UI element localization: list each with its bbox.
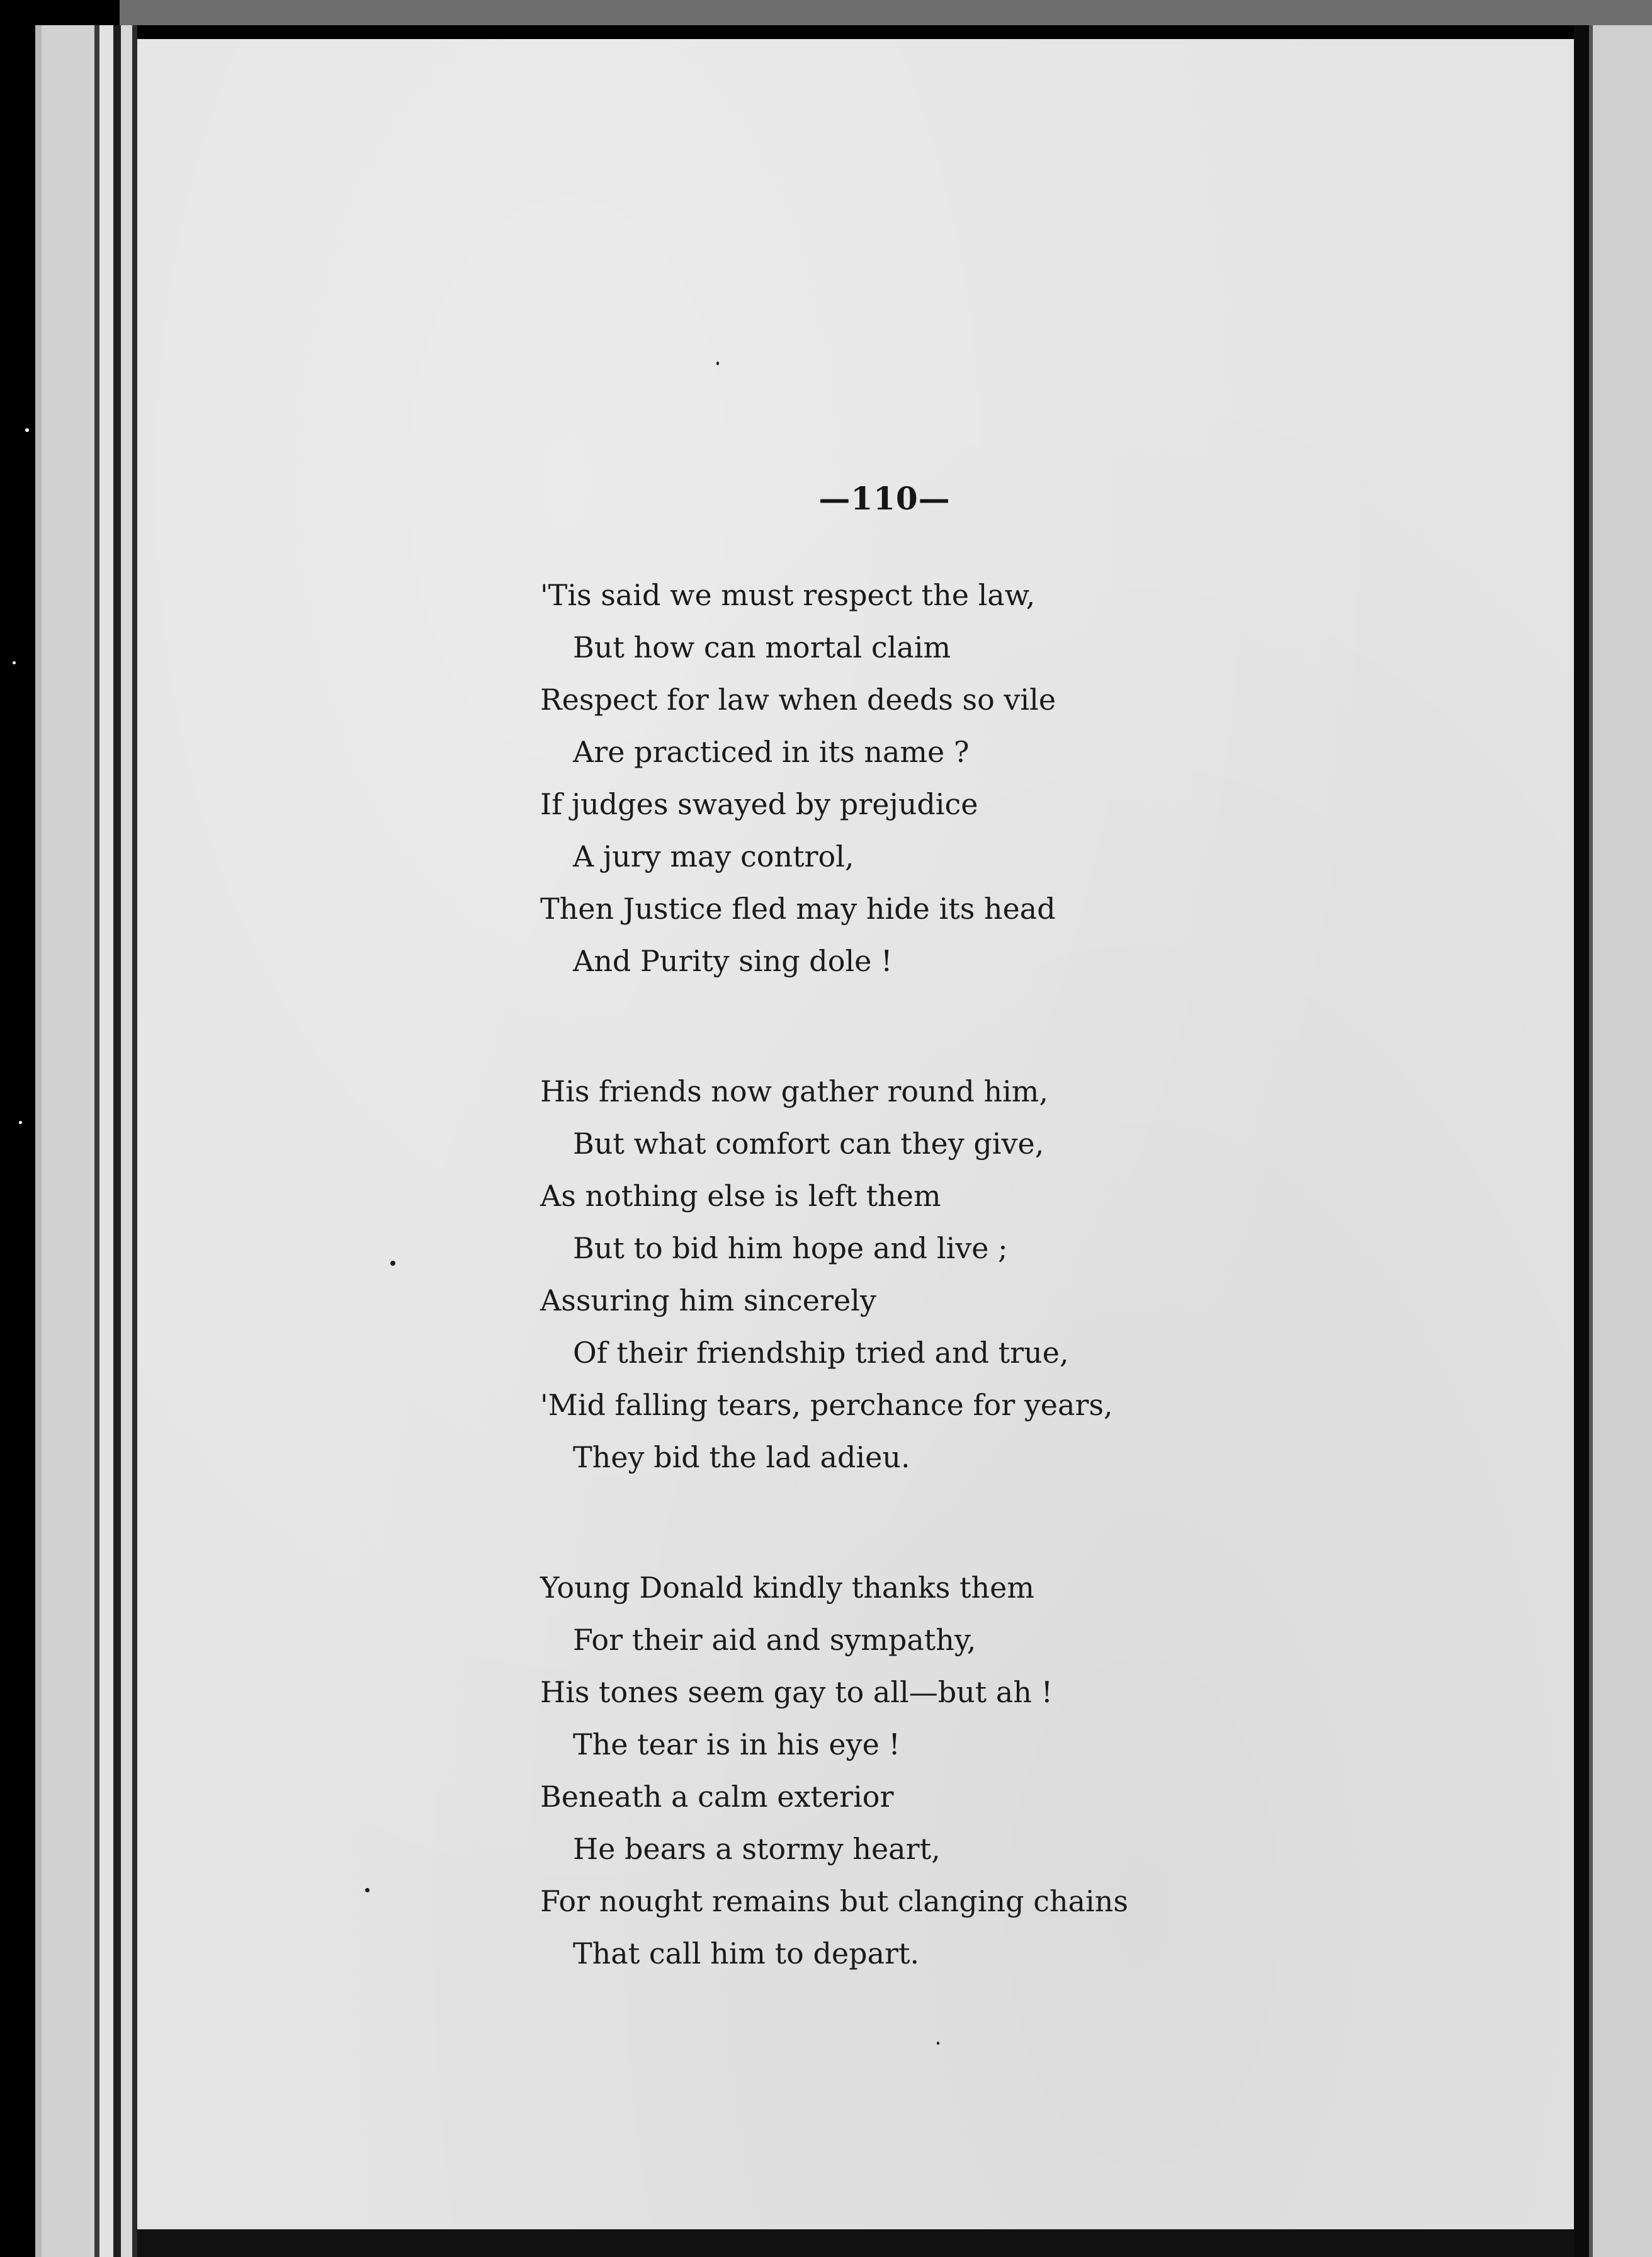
page-edge (94, 25, 99, 2257)
poem-line: His tones seem gay to all—but ah ! (540, 1675, 1053, 1709)
poem-line: But how can mortal claim (573, 630, 951, 664)
poem-line: Beneath a calm exterior (540, 1780, 894, 1814)
poem-line: Of their friendship tried and true, (573, 1336, 1069, 1370)
poem-line: He bears a stormy heart, (573, 1832, 941, 1866)
stanza-3 (540, 1562, 1485, 1980)
poem-line: Young Donald kindly thanks them (540, 1571, 1034, 1605)
scan-bottom-border (137, 2229, 1574, 2257)
poem-line: That call him to depart. (573, 1936, 920, 1970)
page-number: —110— (818, 480, 951, 517)
poem-line: Assuring him sincerely (540, 1283, 876, 1317)
page-edge (99, 25, 113, 2257)
scan-speck (13, 661, 16, 664)
page-edge (121, 25, 132, 2257)
scan-speck (19, 1121, 22, 1124)
poem-line: As nothing else is left them (540, 1179, 941, 1213)
poem-line: For nought remains but clanging chains (540, 1884, 1128, 1918)
poem-line: The tear is in his eye ! (573, 1727, 900, 1761)
poem-line: Are practiced in its name ? (573, 735, 970, 769)
poem-line: His friends now gather round him, (540, 1074, 1049, 1108)
scan-speck (716, 361, 719, 365)
scan-speck (25, 428, 29, 432)
stanza-1 (540, 569, 1485, 987)
poem-line: They bid the lad adieu. (573, 1440, 910, 1474)
book-page (137, 39, 1574, 2243)
poem-line: 'Tis said we must respect the law, (540, 578, 1036, 612)
page-edge (42, 25, 94, 2257)
scan-speck (937, 2042, 939, 2045)
poem-line: But to bid him hope and live ; (573, 1231, 1008, 1265)
poem-line: A jury may control, (573, 839, 854, 873)
poem-line: But what comfort can they give, (573, 1127, 1044, 1161)
page-edge (132, 25, 137, 2257)
poem-line: And Purity sing dole ! (573, 944, 893, 978)
page-edge (35, 25, 42, 2257)
book-gutter (1574, 25, 1589, 2257)
poem-line: For their aid and sympathy, (573, 1623, 976, 1657)
poem-line: Respect for law when deeds so vile (540, 683, 1056, 717)
scan-top-border (120, 0, 1652, 25)
poem-line: If judges swayed by prejudice (540, 787, 978, 821)
scan-speck (390, 1261, 395, 1266)
poem-line: Then Justice fled may hide its head (540, 892, 1056, 926)
page-edge (113, 25, 121, 2257)
facing-page-edge (1589, 25, 1652, 2257)
stanza-2 (540, 1066, 1485, 1484)
poem-line: 'Mid falling tears, perchance for years, (540, 1388, 1113, 1422)
poem (540, 569, 1485, 1980)
scan-speck (365, 1888, 370, 1892)
